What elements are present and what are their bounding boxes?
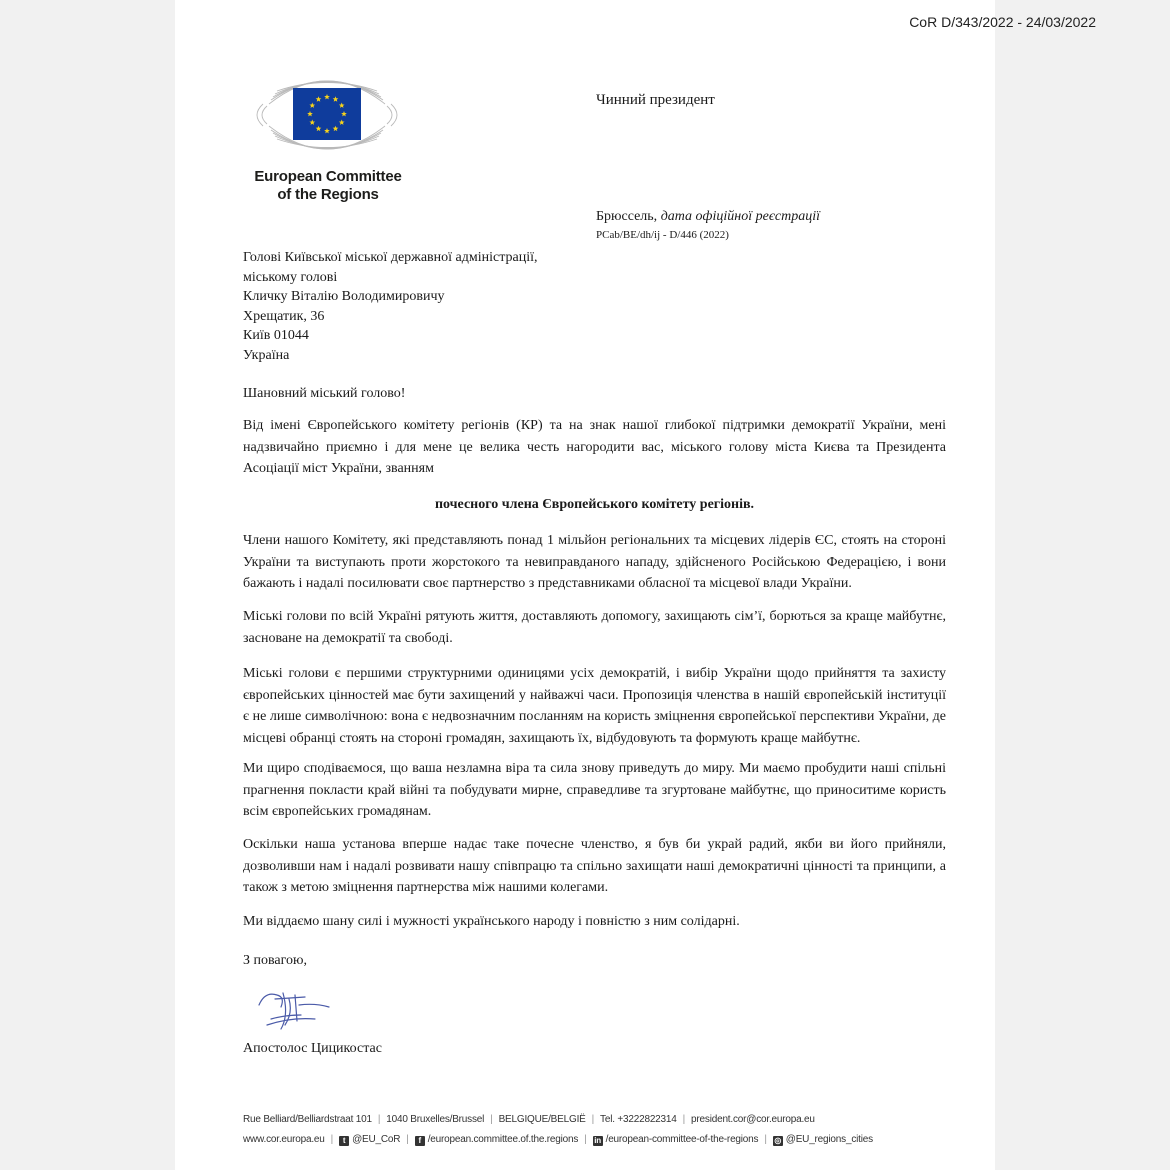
twitter-icon: t: [339, 1136, 349, 1146]
footer-address-line: Rue Belliard/Belliardstraat 101 | 1040 Bruxelles/Brussel | BELGIQUE/BELGIË | Tel. +3222822314 | president.cor@cor.europa.eu: [243, 1114, 815, 1125]
date-note: дата офіційної реєстрації: [660, 209, 821, 224]
footer-twitter[interactable]: @EU_CoR: [352, 1134, 401, 1145]
address-line: Голові Київської міської державної адміністрації,: [243, 250, 538, 265]
paragraph-3: Міські голови по всій Україні рятують життя, доставляють допомогу, захищають сім’ї, борються за краще майбутнє, засноване на демократії та свободі.: [243, 609, 946, 646]
sender-title: Чинний президент: [596, 92, 715, 108]
linkedin-icon: in: [594, 1136, 601, 1145]
reference-number: CoR D/343/2022 - 24/03/2022: [909, 14, 1096, 30]
address-line: Україна: [243, 347, 290, 363]
footer-instagram[interactable]: @EU_regions_cities: [785, 1134, 873, 1145]
footer-facebook[interactable]: /european.committee.of.the.regions: [427, 1134, 579, 1145]
paragraph-2: Члени нашого Комітету, які представляють понад 1 мільйон регіональних та місцевих лідерів ЄС, стоять на стороні України та виступають проти жорстокого та невиправданого нападу, здійсненого Російською Федерацією, і вони бажають і надалі посилювати своє партнерство з представниками обласної та місцевої влади України.: [243, 533, 946, 591]
address-line: Кличку Віталію Володимировичу: [243, 289, 445, 305]
salutation: Шановний міський голово!: [243, 386, 406, 401]
signature-image: [255, 985, 335, 1033]
footer-linkedin[interactable]: /european-committee-of-the-regions: [605, 1134, 759, 1145]
footer-links-line: www.cor.europa.eu | t @EU_CoR | f /european.committee.of.the.regions | in /european-committee-of-the-regions | ◎ @EU_regions_cities: [243, 1134, 873, 1145]
letter-page: [175, 0, 1096, 1170]
logo-line-2: of the Regions: [277, 186, 379, 203]
place-and-date: [596, 209, 820, 225]
signer-name: Апостолос Цицикостас: [243, 1041, 382, 1056]
closing: З повагою,: [243, 953, 307, 968]
honor-title: почесного члена Європейського комітету регіонів.: [434, 497, 755, 512]
organization-name: [243, 168, 413, 204]
facebook-icon: f: [415, 1136, 425, 1146]
paragraph-7: Ми віддаємо шану силі і мужності українського народу і повністю з ним солідарні.: [243, 914, 740, 929]
footer-phone: Tel. +3222822314: [600, 1114, 677, 1125]
address-line: міському голові: [243, 269, 338, 285]
internal-reference: PCab/BE/dh/ij - D/446 (2022): [596, 229, 729, 241]
logo-line-1: European Committee: [254, 168, 402, 185]
paragraph-4: Міські голови є першими структурними одиницями усіх демократій, і вибір України щодо прийняття та захисту європейських цінностей має бути захищений у найважчі часи. Пропозиція членства в нашій європейській інституції є не лише символічною: вона є недвозначним посланням на користь зміцнення європейської перспективи України, де місцеві обранці стоять на стороні громадян, захищають їх, відбудовують та формують краще майбутнє.: [243, 666, 946, 746]
footer-website[interactable]: www.cor.europa.eu: [243, 1134, 325, 1145]
left-margin-background: [0, 0, 175, 1170]
address-line: Хрещатик, 36: [243, 308, 325, 324]
city: Брюссель,: [596, 209, 658, 224]
instagram-icon: ◎: [774, 1136, 782, 1145]
paragraph-1: Від імені Європейського комітету регіонів (КР) та на знак нашої глибокої підтримки демократії України, мені надзвичайно приємно і для мене це велика честь нагородити вас, міського голову міста Києва та Президента Асоціації міст України, званням: [243, 418, 946, 476]
recipient-address: [243, 248, 538, 366]
footer-city: 1040 Bruxelles/Brussel: [386, 1114, 485, 1125]
right-margin-background: [995, 0, 1170, 1170]
footer-country: BELGIQUE/BELGIË: [498, 1114, 586, 1125]
footer-street: Rue Belliard/Belliardstraat 101: [243, 1114, 372, 1125]
paragraph-5: Ми щиро сподіваємося, що ваша незламна віра та сила знову приведуть до миру. Ми маємо пробудити наші спільні прагнення покласти край війні та побудувати мирне, справедливе та згуртоване майбутнє, що приноситиме користь всім європейських громадянам.: [243, 761, 946, 819]
address-line: Київ 01044: [243, 328, 309, 344]
footer-email[interactable]: president.cor@cor.europa.eu: [691, 1114, 815, 1125]
paragraph-6: Оскільки наша установа вперше надає таке почесне членство, я був би украй радий, якби ви його прийняли, дозволивши нам і надалі розвивати нашу співпрацю та спільно захищати наші демократичні цінності та принципи, а також з метою зміцнення партнерства між нашими колегами.: [243, 837, 946, 895]
